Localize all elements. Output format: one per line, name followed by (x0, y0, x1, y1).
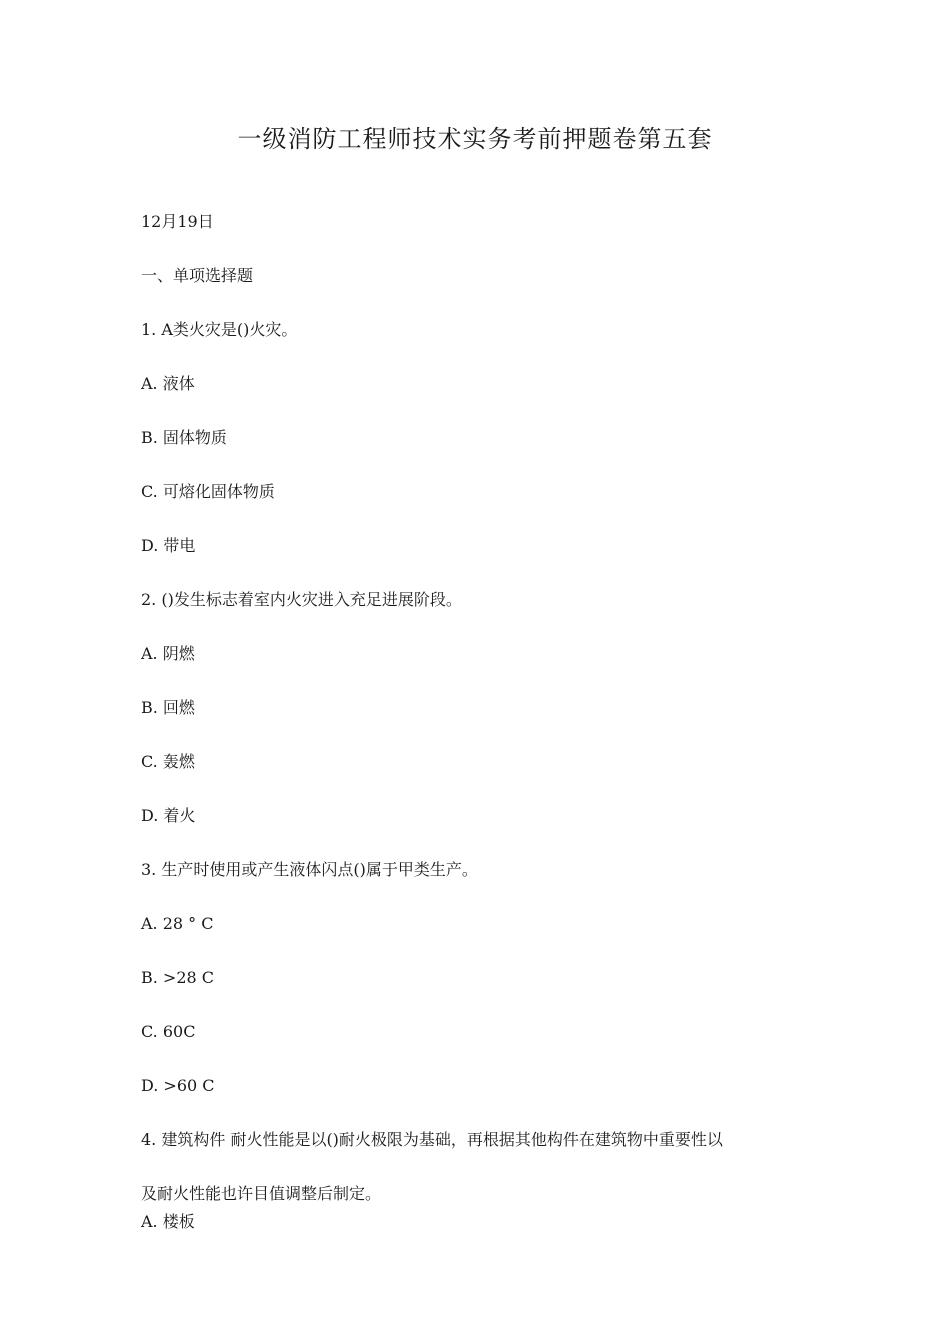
question-3-option-b: B. >28 C (141, 968, 215, 987)
question-2-option-b: B. 回燃 (141, 698, 195, 717)
question-2-option-c: C. 轰燃 (141, 752, 195, 771)
section-heading: 一、单项选择题 (141, 266, 254, 285)
question-4-stem-line-1: 4. 建筑构件 耐火性能是以()耐火极限为基础，再根据其他构件在建筑物中重要性以 (141, 1130, 723, 1149)
question-2-option-a: A. 阴燃 (141, 644, 195, 663)
question-3-stem: 3. 生产时使用或产生液体闪点()属于甲类生产。 (141, 860, 478, 879)
document-title: 一级消防工程师技术实务考前押题卷第五套 (237, 125, 713, 153)
question-2-option-d: D. 着火 (141, 806, 196, 825)
question-1-stem: 1. A类火灾是()火灾。 (141, 320, 298, 339)
question-4-stem-line-2: 及耐火性能也许目值调整后制定。 (141, 1184, 382, 1203)
question-2-stem: 2. ()发生标志着室内火灾进入充足进展阶段。 (141, 590, 462, 609)
question-3-option-c: C. 60C (141, 1022, 196, 1041)
question-1-option-c: C. 可熔化固体物质 (141, 482, 275, 501)
question-1-option-d: D. 带电 (141, 536, 196, 555)
question-3-option-a: A. 28 ° C (141, 914, 214, 933)
question-1-option-a: A. 液体 (141, 374, 195, 393)
document-date: 12月19日 (141, 212, 214, 231)
question-1-option-b: B. 固体物质 (141, 428, 227, 447)
question-3-option-d: D. >60 C (141, 1076, 215, 1095)
question-4-option-a: A. 楼板 (141, 1212, 195, 1231)
